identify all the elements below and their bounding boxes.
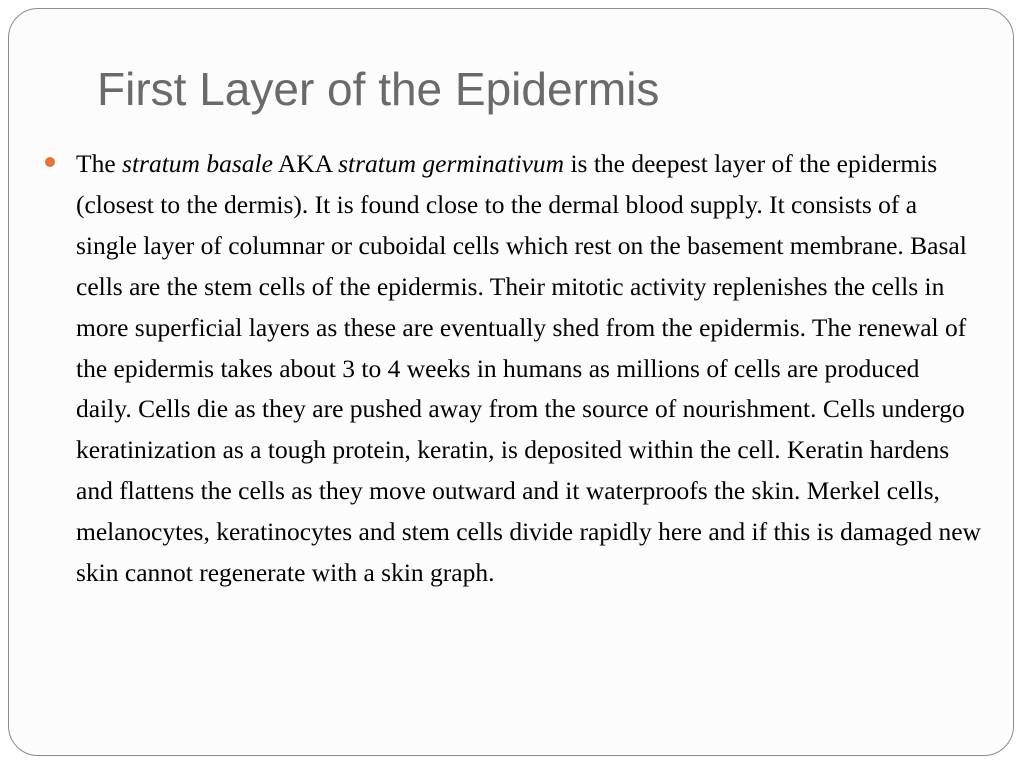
slide-title: First Layer of the Epidermis (97, 63, 660, 115)
bullet-text-part-1: The (76, 149, 123, 178)
bullet-text-part-2: AKA (272, 149, 339, 178)
bullet-list (76, 144, 981, 594)
list-item (76, 144, 981, 594)
slide-frame (8, 8, 1014, 756)
term-stratum-germinativum: stratum germinativum (338, 149, 565, 178)
bullet-text-part-3: is the deepest layer of the epidermis (closest to the dermis). It is found close to the dermal blood supply. It consists of a single layer of columnar or cuboidal cells which rest on the basement membrane. Basal cells are the stem cells of the epidermis. Their mitotic activity replenishes the cells in more superficial layers as these are eventually shed from the epidermis. The renewal of the epidermis takes about 3 to 4 weeks in humans as millions of cells are produced daily. Cells die as they are pushed away from the source of nourishment. Cells undergo keratinization as a tough protein, keratin, is deposited within the cell. Keratin hardens and flattens the cells as they move outward and it waterproofs the skin. Merkel cells, melanocytes, keratinocytes and stem cells divide rapidly here and if this is damaged new skin cannot regenerate with a skin graph. (76, 149, 981, 588)
term-stratum-basale: stratum basale (122, 149, 273, 178)
bullet-dot-icon (45, 157, 55, 167)
